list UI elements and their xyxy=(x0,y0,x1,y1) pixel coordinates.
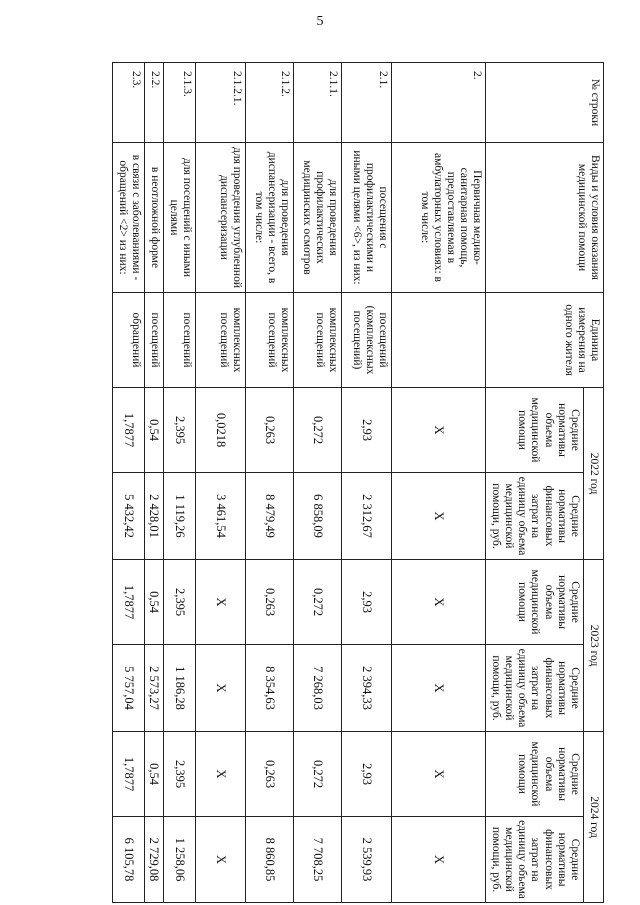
row-cost-2024: 2 539,93 xyxy=(342,817,392,903)
row-unit: комплексных посещений xyxy=(196,293,246,388)
row-unit: посещений (комплексных посещений) xyxy=(342,293,392,388)
row-cost-2022: 6 858,09 xyxy=(294,473,342,560)
header-year-2023: 2023 год xyxy=(584,560,604,732)
row-cost-2023: 2 394,33 xyxy=(342,645,392,732)
table-row xyxy=(113,63,145,903)
header-year-2022: 2022 год xyxy=(584,388,604,560)
header-care-type: Виды и условия оказания медицинской помощи xyxy=(486,143,604,293)
row-cost-2024: Х xyxy=(392,817,486,903)
row-cost-2023: 5 757,04 xyxy=(113,645,145,732)
header-unit: Единица измерения на одного жителя xyxy=(486,293,604,388)
row-number: 2.1.3. xyxy=(164,63,196,143)
row-volume-2022: Х xyxy=(392,388,486,473)
row-volume-2023: 1,7877 xyxy=(113,560,145,645)
table-row xyxy=(392,63,486,903)
row-cost-2024: 8 860,85 xyxy=(246,817,294,903)
row-cost-2022: 2 428,01 xyxy=(145,473,164,560)
row-cost-2022: 2 312,67 xyxy=(342,473,392,560)
row-cost-2024: 6 105,78 xyxy=(113,817,145,903)
row-volume-2023: 0,263 xyxy=(246,560,294,645)
row-volume-2022: 0,263 xyxy=(246,388,294,473)
row-volume-2024: 1,7877 xyxy=(113,732,145,817)
row-cost-2024: Х xyxy=(196,817,246,903)
row-unit xyxy=(392,293,486,388)
header-cost-2023: Средние нормативы финансовых затрат на единицу объема медицинской помощи, руб. xyxy=(486,645,584,732)
row-care-type: Первичная медико-санитарная помощь, предоставляемая в амбулаторных условиях: в том числе: xyxy=(392,143,486,293)
row-volume-2022: 2,93 xyxy=(342,388,392,473)
table-row xyxy=(342,63,392,903)
row-number: 2.2. xyxy=(145,63,164,143)
header-year-2024: 2024 год xyxy=(584,732,604,903)
row-volume-2023: 0,272 xyxy=(294,560,342,645)
row-unit: посещений xyxy=(145,293,164,388)
row-volume-2022: 0,54 xyxy=(145,388,164,473)
row-number: 2.1.2. xyxy=(246,63,294,143)
row-cost-2023: 8 354,63 xyxy=(246,645,294,732)
row-number: 2.1.1. xyxy=(294,63,342,143)
row-cost-2023: Х xyxy=(392,645,486,732)
header-cost-2022: Средние нормативы финансовых затрат на единицу объема медицинской помощи, руб. xyxy=(486,473,584,560)
row-cost-2023: 7 268,03 xyxy=(294,645,342,732)
header-volume-2024: Средние нормативы объема медицинской помощи xyxy=(486,732,584,817)
row-volume-2024: 2,395 xyxy=(164,732,196,817)
row-volume-2023: 2,93 xyxy=(342,560,392,645)
row-volume-2022: 2,395 xyxy=(164,388,196,473)
header-row-number: № строки xyxy=(486,63,604,143)
row-cost-2024: 2 729,08 xyxy=(145,817,164,903)
row-volume-2022: 0,0218 xyxy=(196,388,246,473)
row-cost-2022: 1 119,26 xyxy=(164,473,196,560)
row-cost-2023: 1 186,28 xyxy=(164,645,196,732)
row-volume-2024: 2,93 xyxy=(342,732,392,817)
row-care-type: в неотложной форме xyxy=(145,143,164,293)
table-row xyxy=(164,63,196,903)
row-volume-2024: 0,54 xyxy=(145,732,164,817)
row-care-type: в связи с заболеваниями - обращений <2> из них: xyxy=(113,143,145,293)
row-care-type: для проведения диспансеризации - всего, в том числе: xyxy=(246,143,294,293)
row-number: 2. xyxy=(392,63,486,143)
row-cost-2023: Х xyxy=(196,645,246,732)
row-volume-2022: 1,7877 xyxy=(113,388,145,473)
row-unit: посещений xyxy=(164,293,196,388)
row-number: 2.1. xyxy=(342,63,392,143)
row-cost-2024: 1 258,06 xyxy=(164,817,196,903)
rotated-table-container xyxy=(116,62,604,902)
row-volume-2023: Х xyxy=(392,560,486,645)
row-unit: обращений xyxy=(113,293,145,388)
row-volume-2023: 2,395 xyxy=(164,560,196,645)
row-cost-2022: Х xyxy=(392,473,486,560)
row-cost-2024: 7 708,25 xyxy=(294,817,342,903)
row-cost-2023: 2 573,27 xyxy=(145,645,164,732)
table-row xyxy=(196,63,246,903)
row-volume-2024: 0,272 xyxy=(294,732,342,817)
row-volume-2022: 0,272 xyxy=(294,388,342,473)
row-volume-2024: 0,263 xyxy=(246,732,294,817)
row-care-type: посещения с профилактическими и иными целями <6>, из них: xyxy=(342,143,392,293)
row-unit: комплексных посещений xyxy=(294,293,342,388)
row-cost-2022: 5 432,42 xyxy=(113,473,145,560)
row-care-type: для проведения углубленной диспансеризации xyxy=(196,143,246,293)
page-number: 5 xyxy=(316,14,324,29)
row-volume-2023: Х xyxy=(196,560,246,645)
row-volume-2024: Х xyxy=(196,732,246,817)
norms-table xyxy=(112,62,604,903)
row-cost-2022: 8 479,49 xyxy=(246,473,294,560)
row-volume-2023: 0,54 xyxy=(145,560,164,645)
header-cost-2024: Средние нормативы финансовых затрат на единицу объема медицинской помощи, руб. xyxy=(486,817,584,903)
row-care-type: для проведения профилактических медицинских осмотров xyxy=(294,143,342,293)
header-volume-2023: Средние нормативы объема медицинской помощи xyxy=(486,560,584,645)
table-row xyxy=(294,63,342,903)
table-row xyxy=(246,63,294,903)
row-volume-2024: Х xyxy=(392,732,486,817)
table-row xyxy=(145,63,164,903)
row-cost-2022: 3 461,54 xyxy=(196,473,246,560)
row-care-type: для посещений с иными целями xyxy=(164,143,196,293)
row-unit: комплексных посещений xyxy=(246,293,294,388)
row-number: 2.1.2.1. xyxy=(196,63,246,143)
header-volume-2022: Средние нормативы объема медицинской помощи xyxy=(486,388,584,473)
row-number: 2.3. xyxy=(113,63,145,143)
